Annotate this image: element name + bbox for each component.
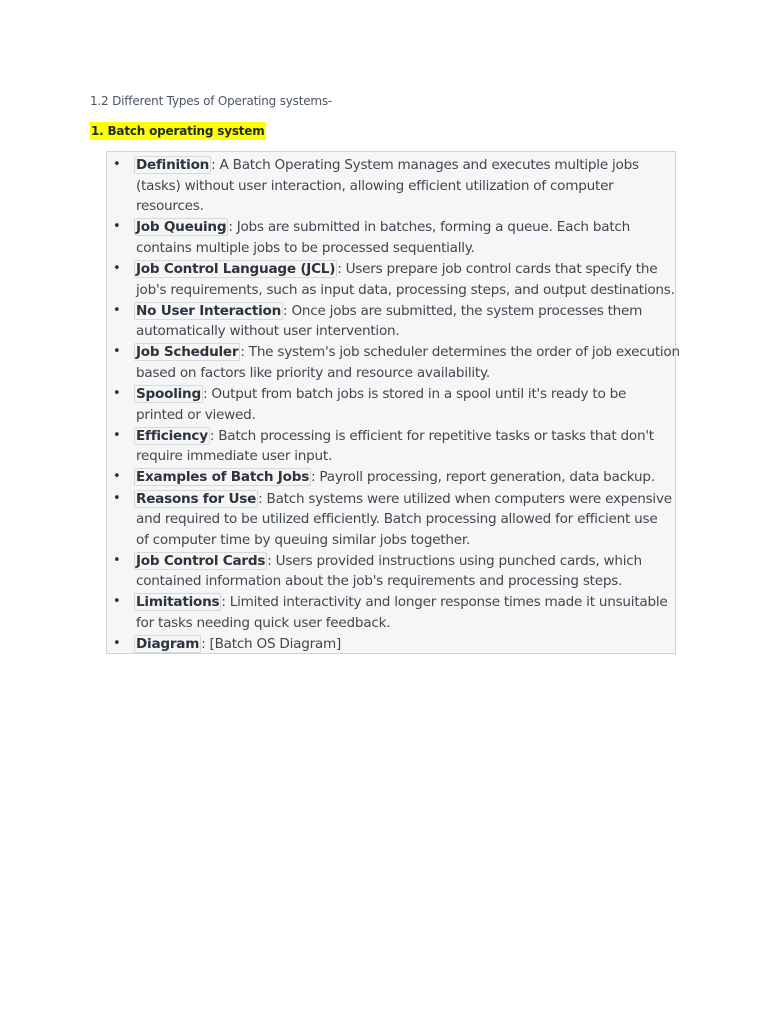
item-line: [136, 489, 677, 510]
list-item: [107, 342, 680, 383]
item-text: : A Batch Operating System manages and executes multiple jobs: [211, 157, 639, 173]
item-text: : Users provided instructions using punched cards, which: [267, 552, 642, 569]
bullet-list: [107, 155, 680, 655]
item-text: based on factors like priority and resource availability.: [136, 364, 490, 381]
item-line: [136, 530, 677, 551]
item-text: : Batch processing is efficient for repetitive tasks or tasks that don't: [209, 427, 654, 444]
item-text: : Batch systems were utilized when computers were expensive: [258, 490, 672, 507]
item-text: : Payroll processing, report generation, data backup.: [311, 469, 655, 486]
item-text: printed or viewed.: [136, 406, 256, 423]
list-item: [107, 592, 677, 633]
bullet-icon: •: [113, 594, 121, 610]
item-line: [136, 467, 677, 488]
item-line: [136, 571, 677, 592]
item-text: (tasks) without user interaction, allowing efficient utilization of computer: [136, 177, 614, 194]
bullet-icon: •: [113, 219, 121, 235]
bullet-icon: •: [113, 552, 121, 568]
list-item: [107, 259, 677, 300]
item-term: Efficiency: [136, 427, 208, 444]
bullet-icon: •: [113, 490, 121, 506]
section-heading: 1. Batch operating system: [91, 124, 265, 138]
item-line: [136, 551, 677, 572]
item-text: contains multiple jobs to be processed sequentially.: [136, 239, 475, 256]
bullet-icon: •: [113, 636, 121, 652]
bullet-icon: •: [113, 302, 121, 318]
item-term: Limitations: [136, 594, 220, 611]
item-line: [136, 405, 677, 426]
bullet-icon: •: [113, 157, 121, 172]
list-item: [107, 426, 677, 467]
item-line: [136, 321, 677, 342]
item-line: [136, 238, 677, 259]
section-subtitle: 1.2 Different Types of Operating systems-: [90, 94, 333, 108]
item-text: : Users prepare job control cards that specify the: [337, 260, 658, 277]
item-term: Job Queuing: [136, 219, 227, 236]
item-line: [136, 301, 677, 322]
bullet-icon: •: [113, 386, 121, 402]
item-term: Reasons for Use: [136, 490, 257, 507]
item-line: [136, 613, 677, 634]
item-text: contained information about the job's requirements and processing steps.: [136, 573, 623, 590]
item-line: [136, 384, 677, 405]
bullet-icon: •: [113, 344, 121, 360]
item-term: Examples of Batch Jobs: [136, 469, 310, 486]
item-term: Diagram: [136, 636, 200, 653]
item-text: of computer time by queuing similar jobs together.: [136, 531, 471, 548]
item-text: resources.: [136, 198, 204, 215]
item-term: Job Scheduler: [136, 344, 239, 361]
item-text: : Limited interactivity and longer response times made it unsuitable: [221, 594, 668, 611]
item-line: [136, 155, 677, 176]
item-text: : The system's job scheduler determines the order of job execution: [240, 344, 680, 361]
list-item: [107, 384, 677, 425]
bullet-icon: •: [113, 469, 121, 485]
item-line: [136, 592, 677, 613]
content-box: [106, 151, 680, 654]
item-line: [136, 176, 677, 197]
item-line: [136, 634, 677, 655]
bullet-icon: •: [113, 427, 121, 443]
item-text: require immediate user input.: [136, 448, 333, 465]
item-text: and required to be utilized efficiently. Batch processing allowed for efficient use: [136, 511, 658, 528]
item-line: [136, 196, 677, 217]
item-text: : Jobs are submitted in batches, forming a queue. Each batch: [228, 219, 630, 236]
list-item: [107, 489, 677, 551]
item-term: Job Control Cards: [136, 552, 266, 569]
item-term: No User Interaction: [136, 302, 282, 319]
list-item: [107, 634, 677, 655]
item-line: [136, 426, 677, 447]
list-item: [107, 217, 677, 258]
item-text: : [Batch OS Diagram]: [201, 636, 342, 653]
list-item: [107, 551, 677, 592]
item-line: [136, 342, 680, 363]
item-text: : Once jobs are submitted, the system processes them: [283, 302, 643, 319]
item-line: [136, 217, 677, 238]
item-line: [136, 259, 677, 280]
item-line: [136, 446, 677, 467]
list-item: [107, 155, 677, 217]
item-line: [136, 280, 677, 301]
item-text: automatically without user intervention.: [136, 323, 400, 340]
item-term: Spooling: [136, 386, 201, 403]
item-text: job's requirements, such as input data, processing steps, and output destinations.: [136, 281, 675, 298]
item-term: Definition: [136, 157, 210, 173]
item-line: [136, 509, 677, 530]
item-text: for tasks needing quick user feedback.: [136, 615, 391, 632]
item-line: [136, 363, 677, 384]
item-text: : Output from batch jobs is stored in a spool until it's ready to be: [202, 386, 627, 403]
item-term: Job Control Language (JCL): [136, 260, 336, 277]
list-item: [107, 467, 677, 488]
list-item: [107, 301, 677, 342]
bullet-icon: •: [113, 260, 121, 276]
